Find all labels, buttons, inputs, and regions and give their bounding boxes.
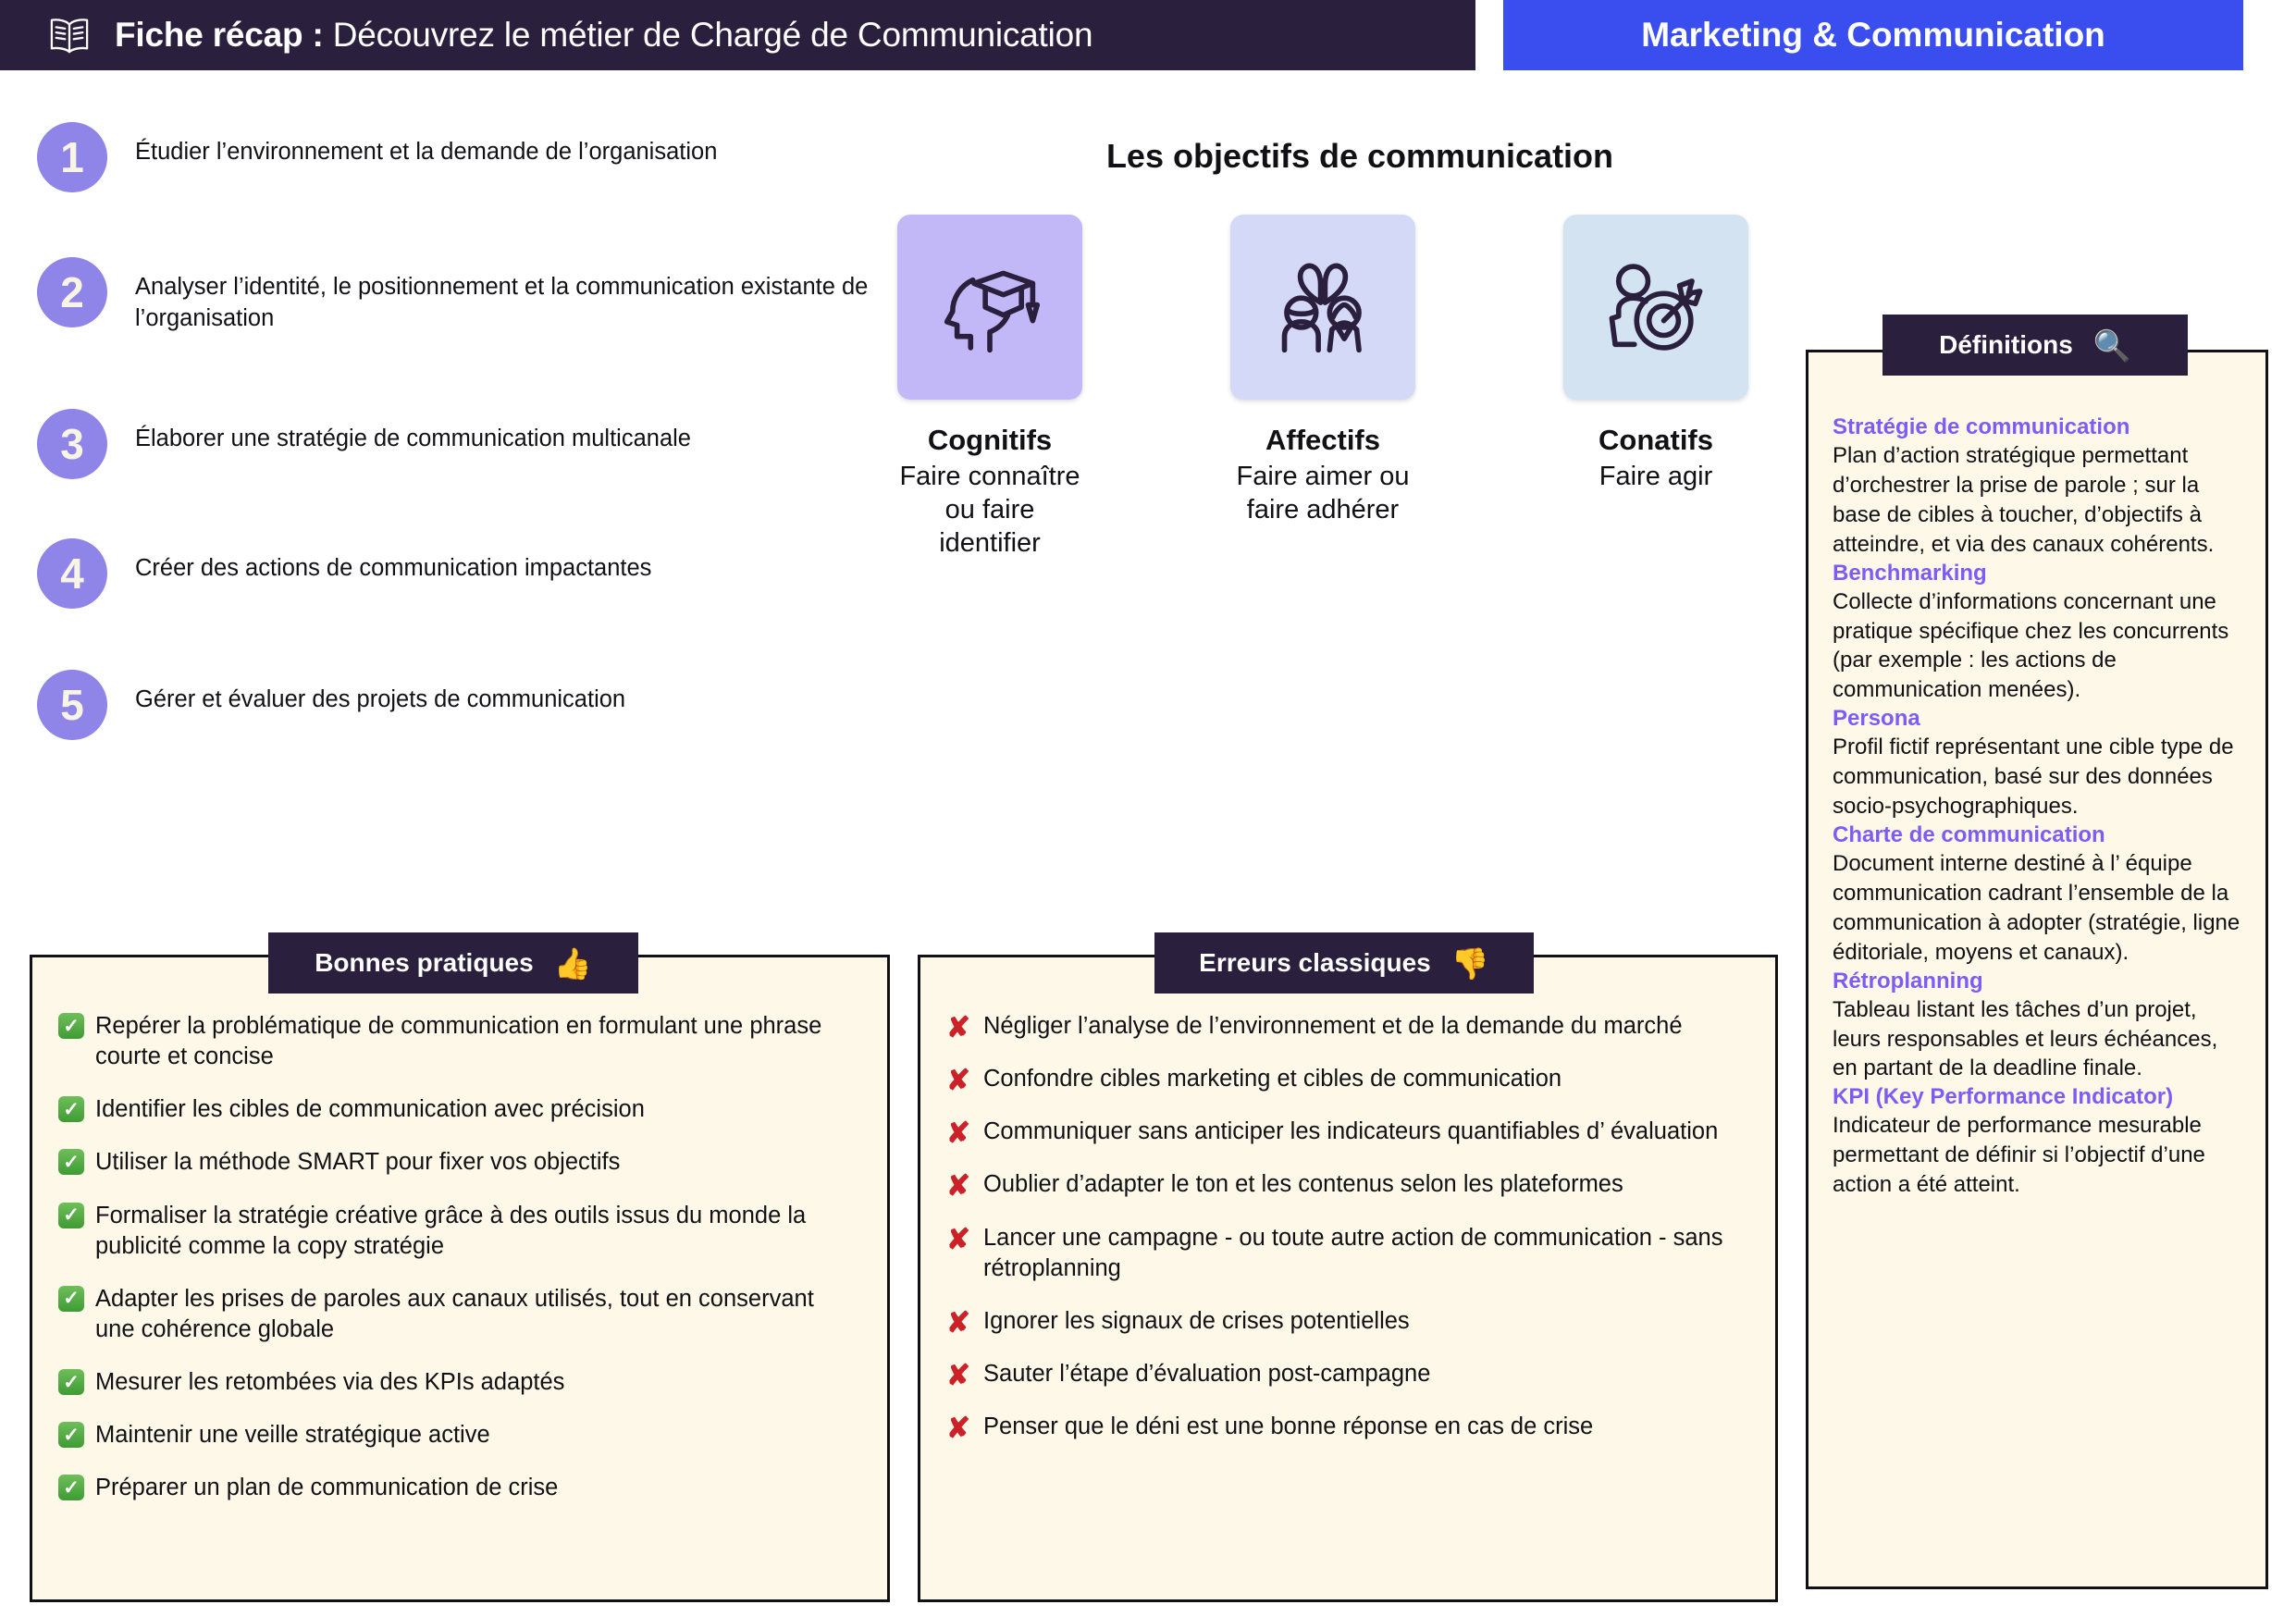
objective-label: Affectifs (1265, 424, 1380, 456)
page-title-rest: Découvrez le métier de Chargé de Communication (323, 16, 1093, 54)
cross-icon: ✘ (946, 1358, 970, 1391)
definition-entry (1833, 560, 2241, 706)
step-item-1 (37, 122, 717, 192)
step-number-badge: 1 (37, 122, 107, 192)
list-item-label: Mesurer les retombées via des KPIs adaptés (95, 1369, 565, 1396)
definitions-panel (1806, 350, 2268, 1589)
step-item-2 (37, 257, 875, 335)
cross-icon: ✘ (946, 1222, 970, 1255)
person-target-arrow-icon (1599, 251, 1712, 364)
list-item-label: Communiquer sans anticiper les indicateurs quantifiables d’ évaluation (983, 1118, 1719, 1145)
list-item-label: Ignorer les signaux de crises potentielles (983, 1307, 1410, 1334)
objective-card-affectifs (1230, 215, 1415, 561)
objectives-cards (897, 215, 1748, 561)
list-item (946, 1064, 1744, 1097)
list-item-label: Préparer un plan de communication de crise (95, 1475, 559, 1501)
list-item (946, 1359, 1744, 1389)
definition-description: Document interne destiné à l’ équipe communication cadrant l’ensemble de la communication à adopter (stratégie, ligne éditoriale, moyens et canaux). (1833, 850, 2240, 965)
list-item-label: Négliger l’analyse de l’environnement et de la demande du marché (983, 1013, 1683, 1039)
check-icon: ✓ (58, 1094, 95, 1122)
definition-entry (1833, 414, 2241, 560)
definition-description: Tableau listant les tâches d’un projet, leurs responsables et leurs échéances, en partant de la deadline finale. (1833, 996, 2218, 1081)
two-people-heart-icon (1266, 251, 1379, 364)
objectives-title: Les objectifs de communication (1105, 137, 1614, 175)
list-item-label: Sauter l’étape d’évaluation post-campagne (983, 1360, 1431, 1387)
step-label: Créer des actions de communication impactantes (135, 555, 652, 581)
objective-subtitle: Faire connaître ou faire identifier (899, 462, 1080, 558)
step-label: Élaborer une stratégie de communication multicanale (135, 426, 691, 451)
definition-entry (1833, 821, 2241, 968)
objective-label: Cognitifs (927, 424, 1053, 456)
list-item (58, 1094, 856, 1125)
definition-term: Stratégie de communication (1833, 414, 2130, 439)
list-item (58, 1367, 856, 1398)
objective-card-conatifs (1563, 215, 1748, 561)
check-icon: ✓ (58, 1367, 95, 1395)
common-mistakes-list (920, 957, 1775, 1464)
definition-description: Collecte d’informations concernant une pratique spécifique chez les concurrents (par exemple : les actions de communication menées). (1833, 588, 2229, 703)
thumbs-down-icon: 👎 (1450, 945, 1489, 981)
common-mistakes-tab (1154, 932, 1534, 994)
check-icon: ✓ (58, 1201, 95, 1228)
list-item-label: Adapter les prises de paroles aux canaux utilisés, tout en conservant une cohérence globale (95, 1285, 814, 1342)
magnifier-icon: 🔍 (2092, 327, 2131, 363)
good-practices-tab-label: Bonnes pratiques (315, 948, 534, 977)
cross-icon: ✘ (946, 1011, 970, 1043)
list-item-label: Penser que le déni est une bonne réponse en cas de crise (983, 1413, 1594, 1440)
objective-subtitle: Faire agir (1599, 462, 1713, 491)
definition-term: Charte de communication (1833, 821, 2105, 847)
step-label: Gérer et évaluer des projets de communication (135, 686, 626, 712)
cross-icon: ✘ (946, 1064, 970, 1097)
cross-icon: ✘ (946, 1117, 970, 1150)
list-item (58, 1284, 856, 1345)
definition-term: Rétroplanning (1833, 968, 1983, 994)
common-mistakes-tab-label: Erreurs classiques (1199, 948, 1431, 977)
cross-icon: ✘ (946, 1169, 970, 1203)
thumbs-up-icon: 👍 (553, 945, 592, 981)
list-item (946, 1223, 1744, 1284)
list-item-label: Identifier les cibles de communication avec précision (95, 1096, 645, 1123)
list-item-label: Repérer la problématique de communication en formulant une phrase courte et concise (95, 1013, 822, 1070)
common-mistakes-panel (918, 955, 1778, 1602)
list-item (946, 1412, 1744, 1445)
list-item (946, 1117, 1744, 1150)
head-graduation-cap-icon (933, 251, 1046, 364)
good-practices-list (32, 957, 887, 1526)
objective-label: Conatifs (1599, 424, 1713, 456)
objective-tile (1230, 215, 1415, 400)
list-item (946, 1011, 1744, 1042)
page-title (115, 16, 1092, 55)
check-icon: ✓ (58, 1011, 95, 1039)
list-item (58, 1201, 856, 1262)
header-bar (0, 0, 1475, 70)
list-item (58, 1473, 856, 1503)
good-practices-panel (30, 955, 890, 1602)
page-title-bold: Fiche récap : (115, 16, 324, 54)
step-number-badge: 4 (37, 538, 107, 609)
step-number-badge: 5 (37, 670, 107, 740)
list-item (58, 1147, 856, 1178)
definition-entry (1833, 1083, 2241, 1200)
category-badge-label: Marketing & Communication (1641, 16, 2105, 54)
objective-card-cognitifs (897, 215, 1082, 561)
check-icon: ✓ (58, 1284, 95, 1312)
definition-term: Persona (1833, 706, 1920, 732)
step-item-5 (37, 670, 625, 740)
step-number-badge: 3 (37, 409, 107, 479)
definition-description: Plan d’action stratégique permettant d’orchestrer la prise de parole ; sur la base de cibles à toucher, d’objectifs à atteindre, et via des canaux cohérents. (1833, 443, 2215, 557)
check-icon: ✓ (58, 1147, 95, 1175)
definitions-tab (1882, 315, 2188, 376)
cross-icon: ✘ (946, 1412, 970, 1445)
check-icon: ✓ (58, 1473, 95, 1500)
objective-tile (1563, 215, 1748, 400)
good-practices-tab (268, 932, 638, 994)
list-item-label: Confondre cibles marketing et cibles de communication (983, 1066, 1562, 1092)
list-item-label: Maintenir une veille stratégique active (95, 1422, 490, 1449)
category-badge (1503, 0, 2243, 70)
step-item-4 (37, 538, 651, 609)
check-icon: ✓ (58, 1420, 95, 1448)
definition-entry (1833, 968, 2241, 1084)
definition-entry (1833, 705, 2241, 821)
objective-subtitle: Faire aimer ou faire adhérer (1236, 462, 1410, 525)
definitions-tab-label: Définitions (1939, 330, 2073, 359)
objective-tile (897, 215, 1082, 400)
cross-icon: ✘ (946, 1305, 970, 1339)
step-number-badge: 2 (37, 257, 107, 327)
list-item-label: Lancer une campagne - ou toute autre action de communication - sans rétroplanning (983, 1224, 1723, 1281)
step-item-3 (37, 409, 691, 479)
list-item (58, 1420, 856, 1450)
list-item (58, 1011, 856, 1072)
definition-description: Indicateur de performance mesurable permettant de définir si l’objectif d’une action a été atteint. (1833, 1113, 2205, 1198)
definitions-list (1808, 352, 2265, 1218)
list-item (946, 1306, 1744, 1337)
definition-term: KPI (Key Performance Indicator) (1833, 1084, 2174, 1110)
list-item-label: Formaliser la stratégie créative grâce à des outils issus du monde la publicité comme la copy stratégie (95, 1202, 807, 1259)
open-book-icon (48, 16, 91, 55)
definition-description: Profil fictif représentant une cible type de communication, basé sur des données socio-psychographiques. (1833, 734, 2234, 820)
definition-term: Benchmarking (1833, 560, 1987, 586)
list-item (946, 1169, 1744, 1203)
list-item-label: Utiliser la méthode SMART pour fixer vos objectifs (95, 1149, 621, 1176)
step-label: Analyser l’identité, le positionnement et la communication existante de l’organisation (135, 274, 869, 331)
list-item-label: Oublier d’adapter le ton et les contenus selon les plateformes (983, 1171, 1623, 1198)
step-label: Étudier l’environnement et la demande de l’organisation (135, 139, 718, 165)
